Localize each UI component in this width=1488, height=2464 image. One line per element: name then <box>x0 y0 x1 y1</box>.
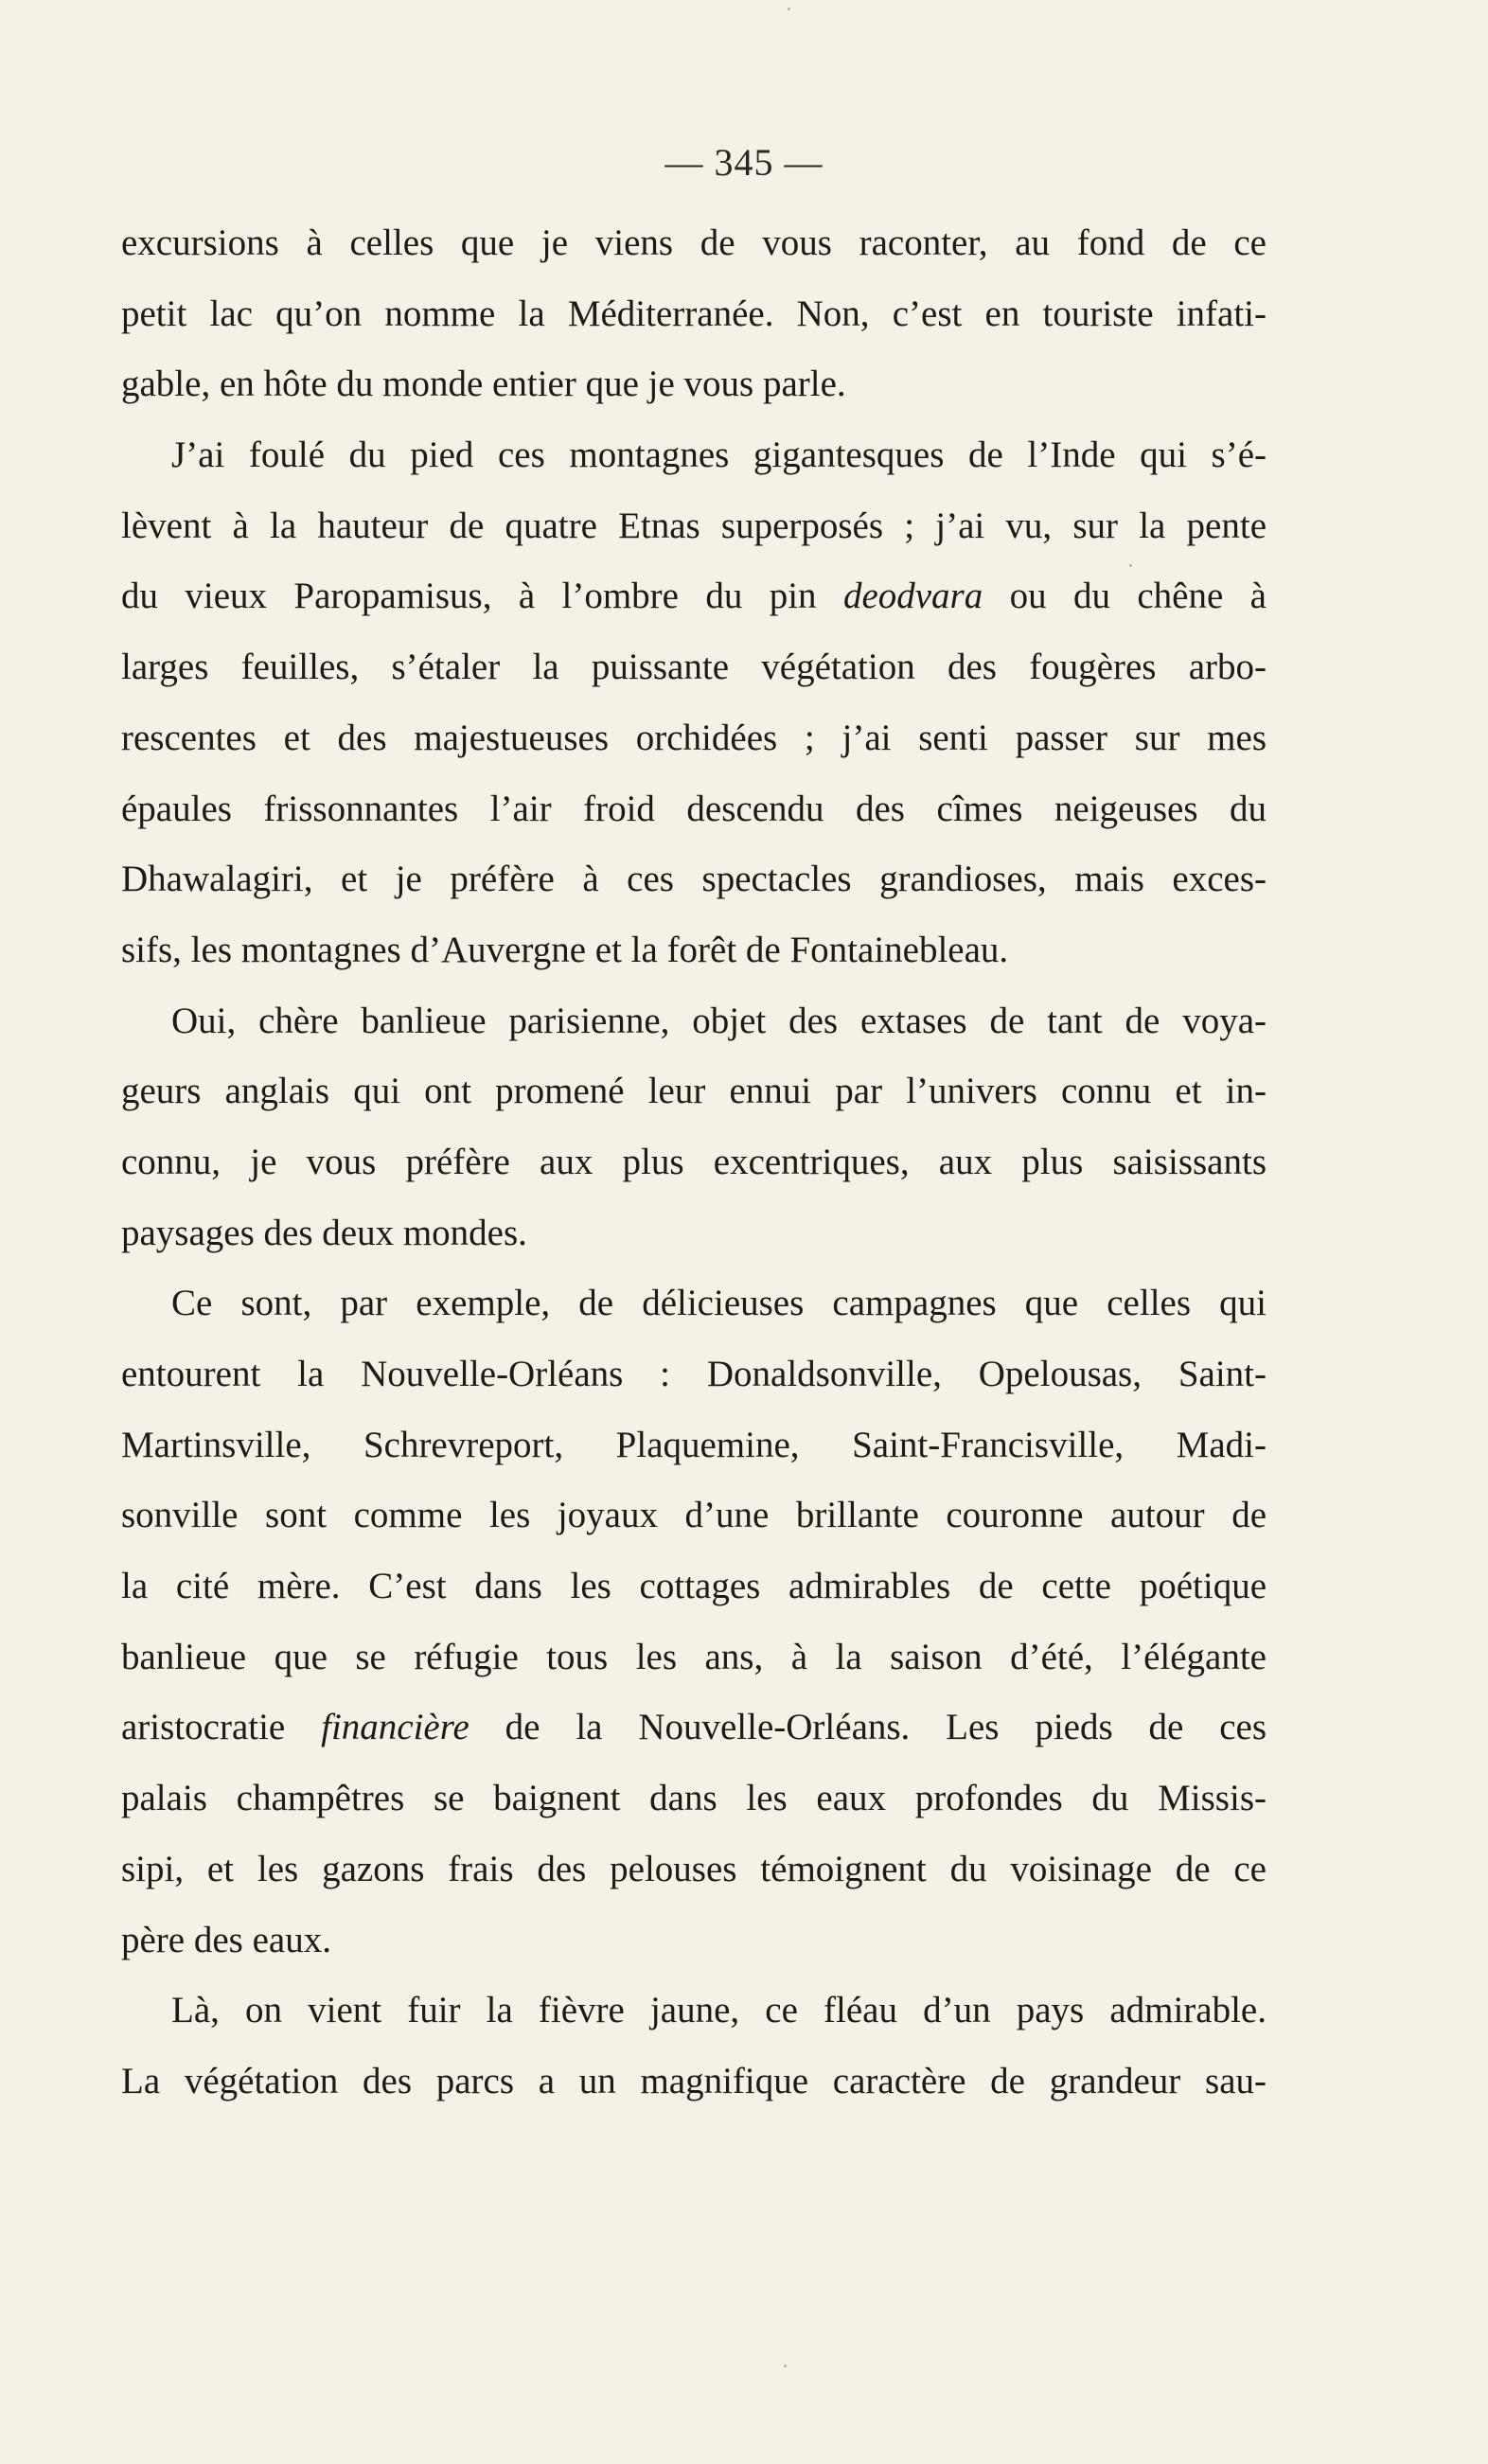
text-line <box>121 1127 1267 1198</box>
text-run: lèvent à la hauteur de quatre Etnas superposés ; j’ai vu, sur la pente <box>121 505 1267 546</box>
text-line <box>121 986 1267 1057</box>
text-line <box>121 632 1267 703</box>
text-run: Dhawalagiri, et je préfère à ces spectacles grandioses, mais exces- <box>121 859 1267 900</box>
text-line <box>121 279 1267 350</box>
page-number: — 345 — <box>664 141 824 184</box>
text-line <box>121 561 1267 632</box>
text-run: aristocratie <box>121 1707 322 1748</box>
body-text <box>121 208 1267 2118</box>
text-line <box>121 1056 1267 1127</box>
text-line <box>121 491 1267 562</box>
text-line <box>121 844 1267 915</box>
text-line <box>121 1976 1267 2047</box>
text-run: Ce sont, par exemple, de délicieuses campagnes que celles qui <box>171 1283 1267 1324</box>
text-run: La végétation des parcs a un magnifique caractère de grandeur sau- <box>121 2060 1267 2101</box>
paper-speck <box>1129 564 1132 567</box>
text-run: père des eaux. <box>121 1919 331 1960</box>
text-run: épaules frissonnantes l’air froid descendu des cîmes neigeuses du <box>121 788 1267 829</box>
text-run: sonville sont comme les joyaux d’une brillante couronne autour de <box>121 1495 1267 1536</box>
text-line <box>121 1198 1267 1269</box>
text-line <box>121 1480 1267 1551</box>
text-run: la cité mère. C’est dans les cottages admirables de cette poétique <box>121 1566 1267 1607</box>
text-line <box>121 1551 1267 1622</box>
text-run: excursions à celles que je viens de vous raconter, au fond de ce <box>121 222 1267 263</box>
text-line <box>121 349 1267 420</box>
text-line <box>121 1906 1267 1977</box>
text-run: sifs, les montagnes d’Auvergne et la forêt de Fontainebleau. <box>121 929 1009 970</box>
text-line <box>121 1764 1267 1835</box>
text-run: geurs anglais qui ont promené leur ennui par l’univers connu et in- <box>121 1071 1267 1112</box>
text-line <box>121 2047 1267 2118</box>
text-run: Martinsville, Schrevreport, Plaquemine, Saint-Francisville, Madi- <box>121 1424 1267 1465</box>
text-run: Oui, chère banlieue parisienne, objet des extases de tant de voya- <box>171 1000 1267 1041</box>
text-run: connu, je vous préfère aux plus excentriques, aux plus saisissants <box>121 1141 1267 1182</box>
italic-text: financière <box>321 1707 469 1748</box>
text-run: Là, on vient fuir la fièvre jaune, ce fléau d’un pays admirable. <box>171 1990 1267 2031</box>
paper-speck <box>784 2365 787 2367</box>
text-line <box>121 208 1267 279</box>
text-line <box>121 703 1267 774</box>
text-line <box>121 420 1267 491</box>
text-run: J’ai foulé du pied ces montagnes gigantesques de l’Inde qui s’é- <box>171 434 1267 476</box>
italic-text: deodvara <box>842 576 983 617</box>
text-run: petit lac qu’on nomme la Méditerranée. Non, c’est en touriste infati- <box>121 292 1267 334</box>
text-run: ou du chêne à <box>983 576 1267 617</box>
text-run: rescentes et des majestueuses orchidées ; j’ai senti passer sur mes <box>121 717 1267 758</box>
text-run: larges feuilles, s’étaler la puissante végétation des fougères arbo- <box>121 647 1267 688</box>
text-line <box>121 915 1267 986</box>
text-line <box>121 1268 1267 1339</box>
text-run: de la Nouvelle-Orléans. Les pieds de ces <box>469 1707 1267 1748</box>
text-run: du vieux Paropamisus, à l’ombre du pin <box>121 576 843 617</box>
text-run: entourent la Nouvelle-Orléans : Donaldsonville, Opelousas, Saint- <box>121 1354 1267 1394</box>
text-run: sipi, et les gazons frais des pelouses témoignent du voisinage de ce <box>121 1848 1267 1889</box>
text-run: palais champêtres se baignent dans les eaux profondes du Missis- <box>121 1778 1267 1819</box>
paper-speck <box>788 8 790 10</box>
text-line <box>121 1835 1267 1906</box>
text-line <box>121 774 1267 845</box>
text-run: gable, en hôte du monde entier que je vous parle. <box>121 363 846 405</box>
text-line <box>121 1693 1267 1764</box>
text-line <box>121 1622 1267 1693</box>
text-line <box>121 1339 1267 1410</box>
text-line <box>121 1410 1267 1481</box>
text-run: paysages des deux mondes. <box>121 1212 527 1253</box>
text-run: banlieue que se réfugie tous les ans, à la saison d’été, l’élégante <box>121 1636 1267 1677</box>
